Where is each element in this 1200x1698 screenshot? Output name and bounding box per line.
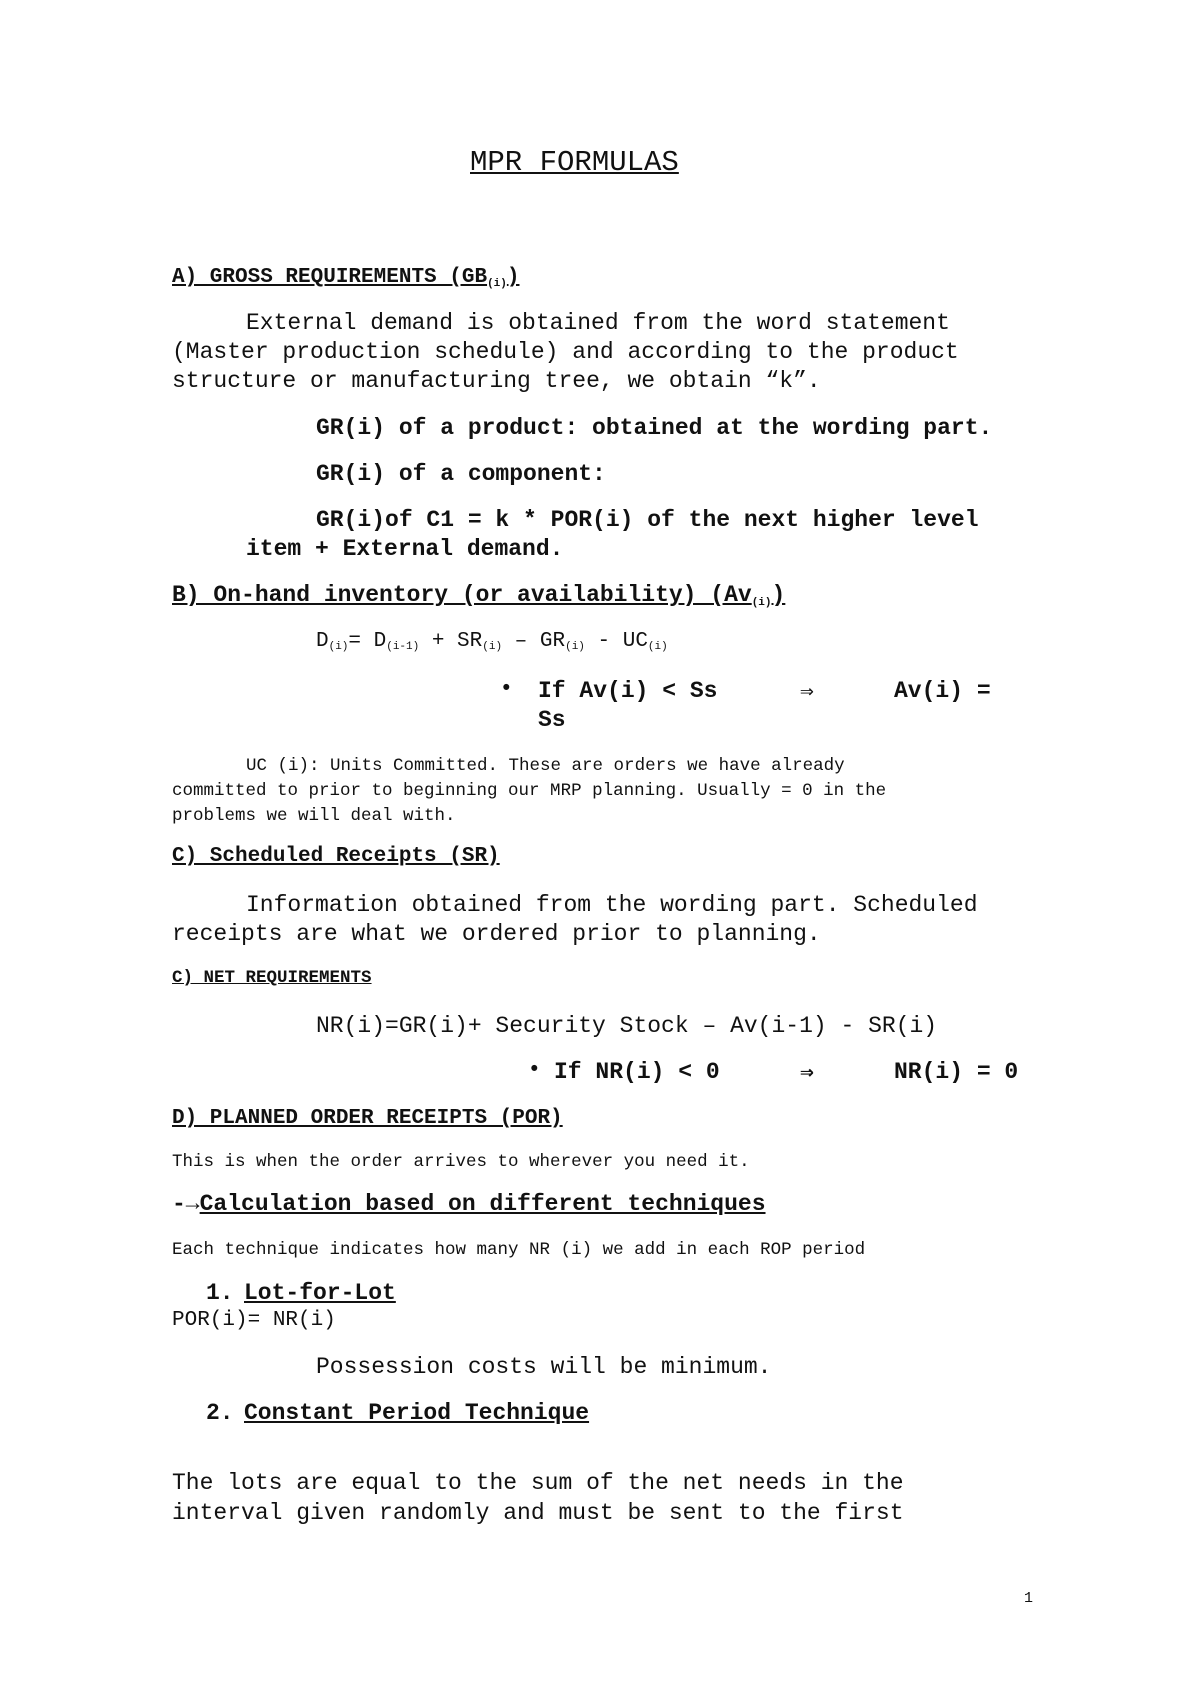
gr-formula-line2: item + External demand. bbox=[246, 536, 564, 562]
section-d-intro: This is when the order arrives to wherever you need it. bbox=[172, 1152, 750, 1172]
technique-2-title: Constant Period Technique bbox=[244, 1400, 590, 1426]
section-b-heading: B) On-hand inventory (or availability) (Av(i)) bbox=[172, 582, 786, 609]
section-d-heading: D) PLANNED ORDER RECEIPTS (POR) bbox=[172, 1107, 563, 1130]
net-requirements-rule-condition: If NR(i) < 0 bbox=[554, 1059, 720, 1085]
implies-arrow-icon: ⇒ bbox=[800, 679, 814, 705]
section-c-scheduled-receipts-heading: C) Scheduled Receipts (SR) bbox=[172, 845, 500, 868]
availability-formula: $D_{(i)}= D_{(i-1)} + SR_{(i)} - GR_{(i)} - UC_{(i)}$ bbox=[316, 630, 668, 653]
net-requirements-formula: NR(i)=GR(i)+ Security Stock – Av(i-1) - SR(i) bbox=[316, 1013, 938, 1039]
units-committed-line3: problems we will deal with. bbox=[172, 806, 456, 826]
net-requirements-rule-result: NR(i) = 0 bbox=[894, 1059, 1019, 1085]
page-title: MPR FORMULAS bbox=[470, 146, 679, 179]
availability-rule-bullet: • bbox=[500, 678, 513, 701]
technique-1-formula: POR(i)= NR(i) bbox=[172, 1309, 336, 1332]
technique-2-number: 2. bbox=[206, 1400, 234, 1426]
section-a-paragraph-line2: (Master production schedule) and according to the product bbox=[172, 339, 959, 365]
units-committed-line1: UC (i): Units Committed. These are orders we have already bbox=[246, 756, 845, 776]
units-committed-line2: committed to prior to beginning our MRP planning. Usually = 0 in the bbox=[172, 781, 887, 801]
section-a-paragraph-line3: structure or manufacturing tree, we obtain “k”. bbox=[172, 368, 821, 394]
technique-1-number: 1. bbox=[206, 1280, 234, 1306]
scheduled-receipts-line2: receipts are what we ordered prior to planning. bbox=[172, 921, 821, 947]
calculation-heading: -→Calculation based on different techniques bbox=[172, 1191, 766, 1217]
technique-2-line1: The lots are equal to the sum of the net needs in the bbox=[172, 1470, 904, 1496]
section-a-heading: A) GROSS REQUIREMENTS (GB(i)) bbox=[172, 266, 520, 290]
section-a-paragraph-line1: External demand is obtained from the word statement bbox=[246, 310, 950, 336]
calculation-description: Each technique indicates how many NR (i) we add in each ROP period bbox=[172, 1240, 866, 1260]
gr-component-statement: GR(i) of a component: bbox=[316, 461, 606, 487]
scheduled-receipts-line1: Information obtained from the wording part. Scheduled bbox=[246, 892, 978, 918]
availability-rule-condition: If Av(i) < Ss bbox=[538, 678, 718, 704]
technique-1-note: Possession costs will be minimum. bbox=[316, 1354, 772, 1380]
implies-arrow-icon: ⇒ bbox=[800, 1060, 814, 1086]
availability-rule-result: Av(i) = bbox=[894, 678, 991, 704]
availability-rule-result-cont: Ss bbox=[538, 707, 566, 733]
technique-1-title: Lot-for-Lot bbox=[244, 1280, 396, 1306]
gr-formula-line1: GR(i)of C1 = k * POR(i) of the next higher level bbox=[316, 507, 979, 533]
section-c-net-requirements-heading: C) NET REQUIREMENTS bbox=[172, 968, 372, 988]
right-arrow-icon: -→ bbox=[172, 1191, 200, 1217]
gr-product-statement: GR(i) of a product: obtained at the wording part. bbox=[316, 415, 993, 441]
technique-2-line2: interval given randomly and must be sent to the first bbox=[172, 1500, 904, 1526]
page-number: 1 bbox=[1024, 1590, 1034, 1607]
net-requirements-rule-bullet: • bbox=[528, 1059, 541, 1082]
